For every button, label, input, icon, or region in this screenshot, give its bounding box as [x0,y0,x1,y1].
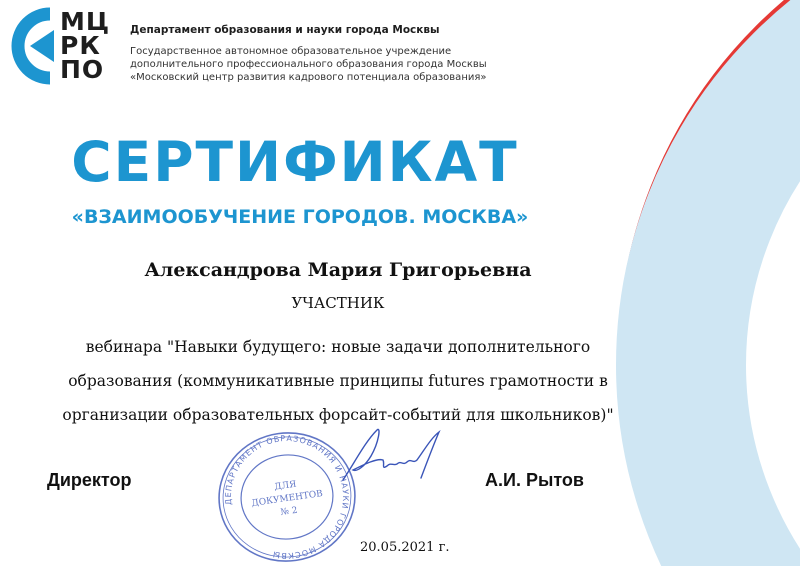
recipient-role: УЧАСТНИК [291,294,385,312]
stamp-center-line: ДОКУМЕНТОВ [251,489,324,509]
org-line: дополнительного профессионального образования города Москвы [130,59,487,70]
stamp-center-line: ДЛЯ [273,479,298,493]
organization-name [130,45,487,84]
director-label: Директор [47,470,132,490]
org-line: Государственное автономное образовательное учреждение [130,46,452,57]
recipient-name: Александрова Мария Григорьевна [144,259,532,281]
logo-line: МЦ [60,7,111,36]
issue-date: 20.05.2021 г. [360,540,450,555]
stamp-ring-text: ДЕПАРТАМЕНТ ОБРАЗОВАНИЯ И НАУКИ ГОРОДА МОСКВЫ [223,433,351,561]
description-line: вебинара "Навыки будущего: новые задачи дополнительного [85,338,591,356]
logo-line: ПО [60,55,105,84]
org-line: «Московский центр развития кадрового потенциала образования» [130,72,487,83]
description-line: организации образовательных форсайт-событий для школьников)" [62,406,614,424]
certificate-subtitle: «ВЗАИМООБУЧЕНИЕ ГОРОДОВ. МОСКВА» [71,206,529,228]
stamp-center-line: № 2 [279,505,299,518]
logo-line: РК [60,31,101,60]
certificate-title: СЕРТИФИКАТ [71,130,519,194]
director-signature [335,422,455,490]
description-line: образования (коммуникативные принципы futures грамотности в [68,372,608,390]
certificate-description [0,330,676,432]
mcrkpo-logo [8,6,111,88]
department-name: Департамент образования и науки города Москвы [130,24,440,36]
logo-letters [60,7,111,84]
signer-name: А.И. Рытов [485,470,584,490]
